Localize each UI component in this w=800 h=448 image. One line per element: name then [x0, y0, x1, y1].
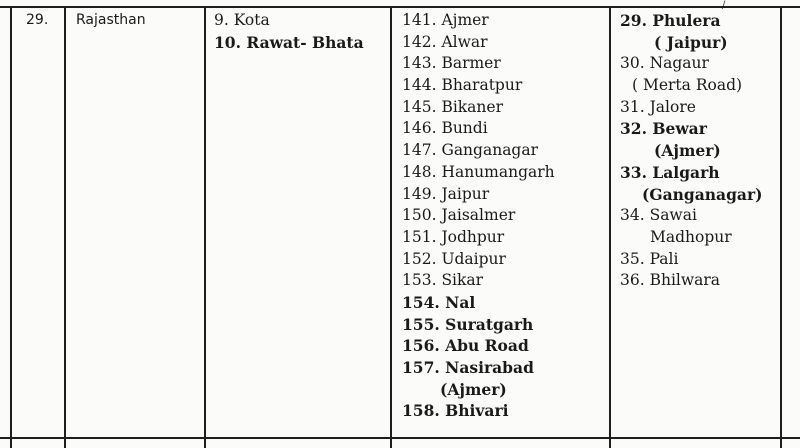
col4-item: 155. Suratgarh [402, 314, 534, 334]
column-divider-1 [64, 6, 66, 448]
state-cell [76, 10, 146, 32]
col5-cell [620, 10, 762, 292]
col5-item: 34. Sawai [620, 206, 697, 225]
column-divider-right-edge [780, 6, 782, 448]
column-divider-2 [204, 6, 206, 448]
col4-item: 146. Bundi [402, 119, 488, 138]
col4-item: 156. Abu Road [402, 336, 529, 356]
col4-item: (Ajmer) [440, 379, 507, 399]
col3-cell [214, 10, 364, 53]
col4-item: 150. Jaisalmer [402, 206, 516, 225]
col4-item: 148. Hanumangarh [402, 162, 555, 181]
col5-item: 30. Nagaur [620, 54, 709, 73]
col5-item: 36. Bhilwara [620, 271, 721, 290]
col4-item: 154. Nal [402, 292, 476, 312]
col4-cell [402, 10, 555, 422]
col4-item: 147. Ganganagar [402, 141, 539, 160]
col4-item: 143. Barmer [402, 54, 501, 73]
col5-item: (Ajmer) [654, 141, 721, 161]
serial-number-cell [26, 10, 48, 32]
col4-item: 141. Ajmer [402, 11, 489, 29]
column-divider-left-edge [10, 6, 12, 448]
column-divider-3 [390, 6, 392, 448]
col5-item: 35. Pali [620, 249, 679, 268]
col4-item: 152. Udaipur [402, 249, 506, 268]
col5-item: Madhopur [650, 227, 732, 246]
col4-item: 142. Alwar [402, 32, 488, 51]
col4-item: 149. Jaipur [402, 184, 490, 203]
column-divider-4 [609, 6, 611, 448]
serial-number: 29. [26, 12, 49, 28]
table-top-border [0, 6, 800, 8]
col5-item: 33. Lalgarh [620, 162, 720, 182]
col5-item: 32. Bewar [620, 119, 707, 139]
col5-item: ( Jaipur) [654, 32, 728, 52]
col4-item: 144. Bharatpur [402, 76, 523, 95]
state-name: Rajasthan [76, 12, 146, 28]
col4-item: 153. Sikar [402, 271, 484, 290]
col3-item: 10. Rawat- Bhata [214, 32, 364, 52]
col5-item: 31. Jalore [620, 97, 696, 116]
col5-item: ( Merta Road) [632, 76, 743, 95]
col3-item: 9. Kota [214, 11, 270, 29]
col4-item: 158. Bhivari [402, 401, 509, 421]
col4-item: 151. Jodhpur [402, 227, 505, 246]
col4-item: 157. Nasirabad [402, 358, 534, 377]
col5-item: 29. Phulera [620, 11, 721, 30]
table-bottom-border [0, 437, 800, 439]
col4-item: 145. Bikaner [402, 97, 503, 116]
col5-item: (Ganganagar) [642, 184, 763, 204]
